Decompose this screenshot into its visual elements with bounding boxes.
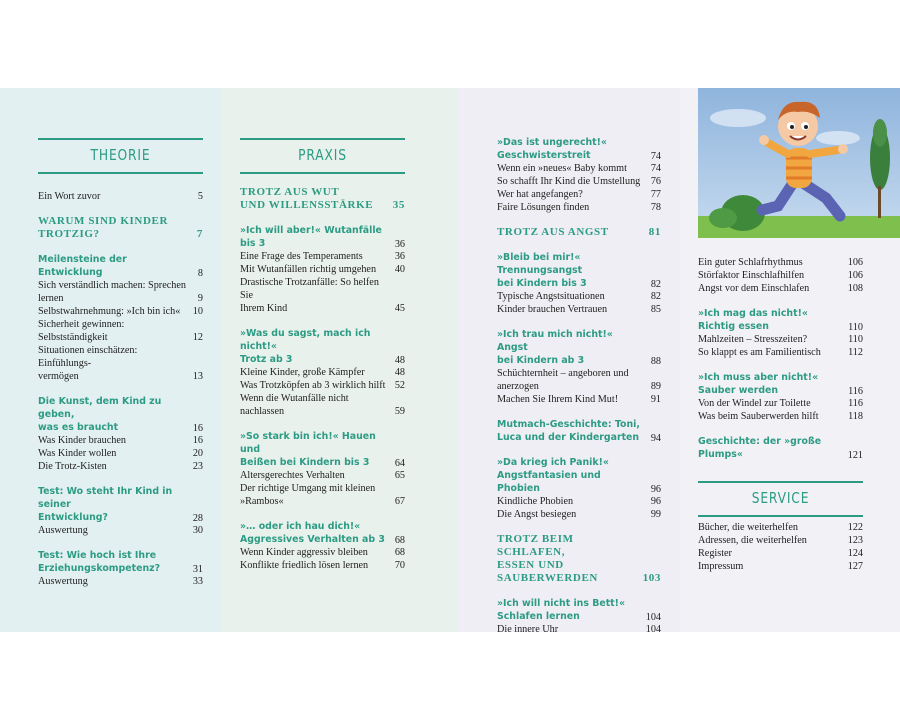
- section-header-theorie: [38, 88, 203, 188]
- major-heading-page: 103: [642, 572, 661, 584]
- major-heading[interactable]: [497, 533, 661, 585]
- chapter-heading-title: »Ich muss aber nicht!« Sauber werden: [698, 372, 819, 396]
- divider: [38, 172, 203, 174]
- entry-title: Störfaktor Einschlafhilfen: [698, 270, 805, 281]
- major-heading-page: 7: [196, 228, 203, 240]
- toc-entry[interactable]: [698, 560, 863, 573]
- entry-page: 48: [394, 367, 405, 378]
- divider: [240, 138, 405, 140]
- entry-page: 106: [847, 270, 863, 281]
- entry-page: 70: [394, 560, 405, 571]
- chapter-heading-title: »Ich will nicht ins Bett!« Schlafen lernen: [497, 598, 625, 622]
- toc-column-praxis: [240, 88, 405, 572]
- toc-entry[interactable]: [497, 367, 661, 393]
- toc-group: [698, 371, 863, 423]
- chapter-heading-page: 110: [848, 322, 863, 333]
- entry-page: 106: [847, 257, 863, 268]
- entry-title: Ein Wort zuvor: [38, 191, 101, 202]
- chapter-heading[interactable]: [240, 327, 405, 366]
- chapter-heading-page: 16: [192, 423, 203, 434]
- entry-page: 23: [192, 461, 203, 472]
- chapter-heading-title: Geschichte: der »große Plumps«: [698, 436, 822, 460]
- entry-title: Drastische Trotzanfälle: So helfen Sie Ihrem Kind: [240, 277, 379, 314]
- chapter-heading-title: Meilensteine der Entwicklung: [38, 254, 127, 278]
- chapter-heading[interactable]: [240, 520, 405, 546]
- toc-entry[interactable]: [240, 482, 405, 508]
- entry-title: Kindliche Phobien: [497, 496, 574, 507]
- entry-page: 59: [394, 406, 405, 417]
- major-heading[interactable]: [240, 186, 405, 212]
- toc-entry[interactable]: [497, 162, 661, 175]
- chapter-heading-title: »Bleib bei mir!« Trennungsangst bei Kindern bis 3: [497, 252, 587, 289]
- chapter-heading-page: 31: [192, 564, 203, 575]
- chapter-heading[interactable]: [497, 328, 661, 367]
- entry-title: Sich verständlich machen: Sprechen lernen: [38, 280, 186, 304]
- chapter-heading-page: 96: [650, 484, 661, 495]
- entry-page: 123: [847, 535, 863, 546]
- entry-page: 96: [650, 496, 661, 507]
- toc-group: [497, 251, 661, 316]
- entry-page: 127: [847, 561, 863, 572]
- entry-page: 20: [192, 448, 203, 459]
- entry-page: 112: [848, 347, 863, 358]
- section-title: THEORIE: [90, 146, 151, 164]
- toc-group: [497, 597, 661, 636]
- chapter-heading-page: 36: [394, 239, 405, 250]
- entry-page: 40: [394, 264, 405, 275]
- entry-title: Die Trotz-Kisten: [38, 461, 107, 472]
- toc-entry[interactable]: [698, 269, 863, 282]
- divider: [698, 481, 863, 483]
- chapter-heading-page: 48: [394, 355, 405, 366]
- entry-title: Wer hat angefangen?: [497, 189, 583, 200]
- toc-entry[interactable]: [497, 393, 661, 406]
- toc-entry[interactable]: [698, 397, 863, 410]
- toc-entry[interactable]: [497, 290, 661, 303]
- entry-title: Kleine Kinder, große Kämpfer: [240, 367, 365, 378]
- entry-title: Faire Lösungen finden: [497, 202, 590, 213]
- toc-entry[interactable]: [497, 175, 661, 188]
- entry-page: 36: [394, 251, 405, 262]
- entry-title: Register: [698, 548, 732, 559]
- chapter-heading[interactable]: [698, 371, 863, 397]
- entry-page: 82: [650, 291, 661, 302]
- entry-page: 33: [192, 576, 203, 587]
- chapter-heading-title: »Ich trau mich nicht!« Angst bei Kindern ab 3: [497, 329, 613, 366]
- entry-title: Mahlzeiten – Stresszeiten?: [698, 334, 808, 345]
- toc-entry[interactable]: [38, 575, 203, 588]
- divider: [240, 172, 405, 174]
- toc-group: [38, 395, 203, 473]
- toc-entry[interactable]: [38, 447, 203, 460]
- toc-entry[interactable]: [497, 201, 661, 214]
- major-heading-line: ESSEN UND SAUBERWERDEN: [497, 559, 598, 584]
- toc-group: [240, 520, 405, 572]
- entry-page: 85: [650, 304, 661, 315]
- toc-entry[interactable]: [240, 366, 405, 379]
- entry-page: 89: [650, 381, 661, 392]
- entry-title: Auswertung: [38, 525, 88, 536]
- major-heading-line: TROTZIG?: [38, 228, 100, 240]
- chapter-heading[interactable]: [240, 430, 405, 469]
- major-heading[interactable]: [497, 226, 661, 239]
- entry-title: Schüchternheit – angeboren und anerzogen: [497, 368, 629, 392]
- running-boy-illustration-svg: [698, 88, 900, 238]
- toc-entry[interactable]: [38, 305, 203, 318]
- chapter-heading-title: Mutmach-Geschichte: Toni, Luca und der Kindergarten: [497, 419, 640, 443]
- entry-page: 5: [197, 191, 203, 202]
- entry-page: 122: [847, 522, 863, 533]
- entry-page: 68: [394, 547, 405, 558]
- toc-entry[interactable]: [240, 379, 405, 392]
- toc-entry[interactable]: [38, 524, 203, 537]
- entry-title: Adressen, die weiterhelfen: [698, 535, 807, 546]
- entry-page: 12: [192, 332, 203, 343]
- toc-entry[interactable]: [240, 392, 405, 418]
- chapter-heading-page: 116: [848, 386, 863, 397]
- toc-entry[interactable]: [698, 410, 863, 423]
- entry-title: Eine Frage des Temperaments: [240, 251, 363, 262]
- toc-group: [38, 485, 203, 537]
- entry-title: Ein guter Schlafrhythmus: [698, 257, 803, 268]
- chapter-heading-title: Die Kunst, dem Kind zu geben, was es braucht: [38, 396, 162, 433]
- toc-entry[interactable]: [38, 279, 203, 305]
- chapter-heading-title: »… oder ich hau dich!« Aggressives Verhalten ab 3: [240, 521, 385, 545]
- entry-page: 16: [192, 435, 203, 446]
- chapter-heading-page: 104: [645, 612, 661, 623]
- entry-page: 110: [848, 334, 863, 345]
- entry-title: Die Angst besiegen: [497, 509, 577, 520]
- toc-entry[interactable]: [698, 346, 863, 359]
- chapter-heading-page: 74: [650, 151, 661, 162]
- toc-entry[interactable]: [497, 303, 661, 316]
- toc-column-three: [497, 136, 661, 636]
- entry-title: Bücher, die weiterhelfen: [698, 522, 799, 533]
- toc-group: [38, 549, 203, 588]
- entry-title: Auswertung: [38, 576, 88, 587]
- chapter-heading-page: 68: [394, 535, 405, 546]
- toc-group: [497, 136, 661, 214]
- toc-entry[interactable]: [698, 256, 863, 269]
- toc-group: [497, 456, 661, 521]
- chapter-heading-title: »Ich will aber!« Wutanfälle bis 3: [240, 225, 382, 249]
- entry-page: 99: [650, 509, 661, 520]
- divider: [698, 515, 863, 517]
- chapter-heading[interactable]: [497, 597, 661, 623]
- entry-page: 78: [650, 202, 661, 213]
- toc-column-theorie: [38, 88, 203, 588]
- toc-entry[interactable]: [698, 547, 863, 560]
- entry-page: 74: [650, 163, 661, 174]
- major-heading-line: UND WILLENSSTÄRKE: [240, 199, 374, 211]
- toc-group: [240, 327, 405, 418]
- toc-entry[interactable]: [240, 469, 405, 482]
- entry-title: Was Kinder wollen: [38, 448, 117, 459]
- entry-title: Was Trotzköpfen ab 3 wirklich hilft: [240, 380, 386, 391]
- chapter-heading-title: »Ich mag das nicht!« Richtig essen: [698, 308, 808, 332]
- chapter-heading[interactable]: [497, 251, 661, 290]
- toc-entry[interactable]: [38, 460, 203, 473]
- entry-page: 91: [650, 394, 661, 405]
- entry-title: Machen Sie Ihrem Kind Mut!: [497, 394, 619, 405]
- toc-entry[interactable]: [240, 263, 405, 276]
- divider: [38, 138, 203, 140]
- toc-entry[interactable]: [497, 495, 661, 508]
- toc-entry[interactable]: [497, 188, 661, 201]
- entry-page: 30: [192, 525, 203, 536]
- chapter-heading-title: Test: Wie hoch ist Ihre Erziehungskompetenz?: [38, 550, 161, 574]
- entry-title: So klappt es am Familientisch: [698, 347, 821, 358]
- toc-group: [698, 307, 863, 359]
- entry-page: 77: [650, 189, 661, 200]
- entry-title: Mit Wutanfällen richtig umgehen: [240, 264, 377, 275]
- section-title: SERVICE: [751, 489, 810, 507]
- entry-title: Was beim Sauberwerden hilft: [698, 411, 819, 422]
- chapter-heading-page: 121: [847, 450, 863, 461]
- entry-title: Situationen einschätzen: Einfühlungs- vermögen: [38, 345, 138, 382]
- chapter-heading-page: 28: [192, 513, 203, 524]
- toc-group: [497, 418, 661, 444]
- entry-page: 124: [847, 548, 863, 559]
- entry-title: Der richtige Umgang mit kleinen »Rambos«: [240, 483, 376, 507]
- entry-page: 118: [848, 411, 863, 422]
- section-header-service: [698, 431, 863, 507]
- entry-page: 76: [650, 176, 661, 187]
- entry-title: Wenn die Wutanfälle nicht nachlassen: [240, 393, 349, 417]
- toc-group: [497, 328, 661, 406]
- chapter-heading[interactable]: [240, 224, 405, 250]
- toc-entry[interactable]: [240, 559, 405, 572]
- major-heading-line: TROTZ AUS ANGST: [497, 226, 609, 238]
- toc-entry[interactable]: [38, 344, 203, 383]
- toc-group: [240, 430, 405, 508]
- toc-entry[interactable]: [497, 623, 661, 636]
- major-heading[interactable]: [38, 215, 203, 241]
- chapter-heading[interactable]: [38, 253, 203, 279]
- major-heading-line: TROTZ BEIM SCHLAFEN,: [497, 533, 574, 558]
- entry-page: 10: [192, 306, 203, 317]
- entry-page: 104: [645, 624, 661, 635]
- chapter-heading[interactable]: [38, 395, 203, 434]
- toc-group: [240, 224, 405, 315]
- toc-entry[interactable]: [698, 282, 863, 295]
- entry-page: 13: [192, 371, 203, 382]
- chapter-heading-title: »Da krieg ich Panik!« Angstfantasien und Phobien: [497, 457, 609, 494]
- chapter-heading[interactable]: [38, 485, 203, 524]
- major-heading-page: 35: [392, 199, 405, 211]
- entry-title: Kinder brauchen Vertrauen: [497, 304, 608, 315]
- entry-title: Typische Angstsituationen: [497, 291, 605, 302]
- illustration-running-boy: [698, 88, 900, 238]
- entry-title: Sicherheit gewinnen: Selbstständigkeit: [38, 319, 125, 343]
- toc-entry[interactable]: [240, 276, 405, 315]
- major-heading-line: WARUM SIND KINDER: [38, 215, 168, 227]
- entry-title: Wenn ein »neues« Baby kommt: [497, 163, 627, 174]
- entry-page: 65: [394, 470, 405, 481]
- entry-title: Selbstwahrnehmung: »Ich bin ich«: [38, 306, 181, 317]
- toc-group: [38, 253, 203, 383]
- entry-title: Die innere Uhr: [497, 624, 559, 635]
- toc-entry[interactable]: [698, 333, 863, 346]
- chapter-heading[interactable]: [497, 418, 661, 444]
- toc-entry[interactable]: [698, 534, 863, 547]
- major-heading-line: TROTZ AUS WUT: [240, 186, 340, 198]
- entry-title: Von der Windel zur Toilette: [698, 398, 811, 409]
- toc-entry[interactable]: [38, 190, 203, 203]
- chapter-heading-title: »Das ist ungerecht!« Geschwisterstreit: [497, 137, 607, 161]
- major-heading-page: 81: [648, 226, 661, 238]
- toc-entry[interactable]: [38, 318, 203, 344]
- chapter-heading-title: Test: Wo steht Ihr Kind in seiner Entwicklung?: [38, 486, 173, 523]
- toc-entry[interactable]: [38, 434, 203, 447]
- chapter-heading[interactable]: [698, 307, 863, 333]
- section-title: PRAXIS: [298, 146, 347, 164]
- entry-title: So schafft Ihr Kind die Umstellung: [497, 176, 641, 187]
- toc-column-four: [698, 256, 863, 573]
- entry-title: Angst vor dem Einschlafen: [698, 283, 810, 294]
- entry-title: Konflikte friedlich lösen lernen: [240, 560, 369, 571]
- entry-page: 108: [847, 283, 863, 294]
- chapter-heading-page: 8: [197, 268, 203, 279]
- entry-title: Impressum: [698, 561, 744, 572]
- entry-page: 45: [394, 303, 405, 314]
- entry-page: 9: [197, 293, 203, 304]
- chapter-heading-page: 82: [650, 279, 661, 290]
- chapter-heading-page: 94: [650, 433, 661, 444]
- entry-page: 116: [848, 398, 863, 409]
- chapter-heading-page: 88: [650, 356, 661, 367]
- entry-title: Was Kinder brauchen: [38, 435, 127, 446]
- toc-entry[interactable]: [240, 546, 405, 559]
- entry-title: Altersgerechtes Verhalten: [240, 470, 345, 481]
- chapter-heading[interactable]: [497, 136, 661, 162]
- toc-entry[interactable]: [698, 521, 863, 534]
- entry-page: 67: [394, 496, 405, 507]
- entry-title: Wenn Kinder aggressiv bleiben: [240, 547, 368, 558]
- chapter-heading[interactable]: [497, 456, 661, 495]
- chapter-heading-title: »Was du sagst, mach ich nicht!« Trotz ab 3: [240, 328, 371, 365]
- toc-entry[interactable]: [497, 508, 661, 521]
- chapter-heading-title: »So stark bin ich!« Hauen und Beißen bei Kindern bis 3: [240, 431, 376, 468]
- chapter-heading[interactable]: [38, 549, 203, 575]
- entry-page: 52: [394, 380, 405, 391]
- toc-entry[interactable]: [240, 250, 405, 263]
- chapter-heading-page: 64: [394, 458, 405, 469]
- section-header-praxis: [240, 88, 405, 188]
